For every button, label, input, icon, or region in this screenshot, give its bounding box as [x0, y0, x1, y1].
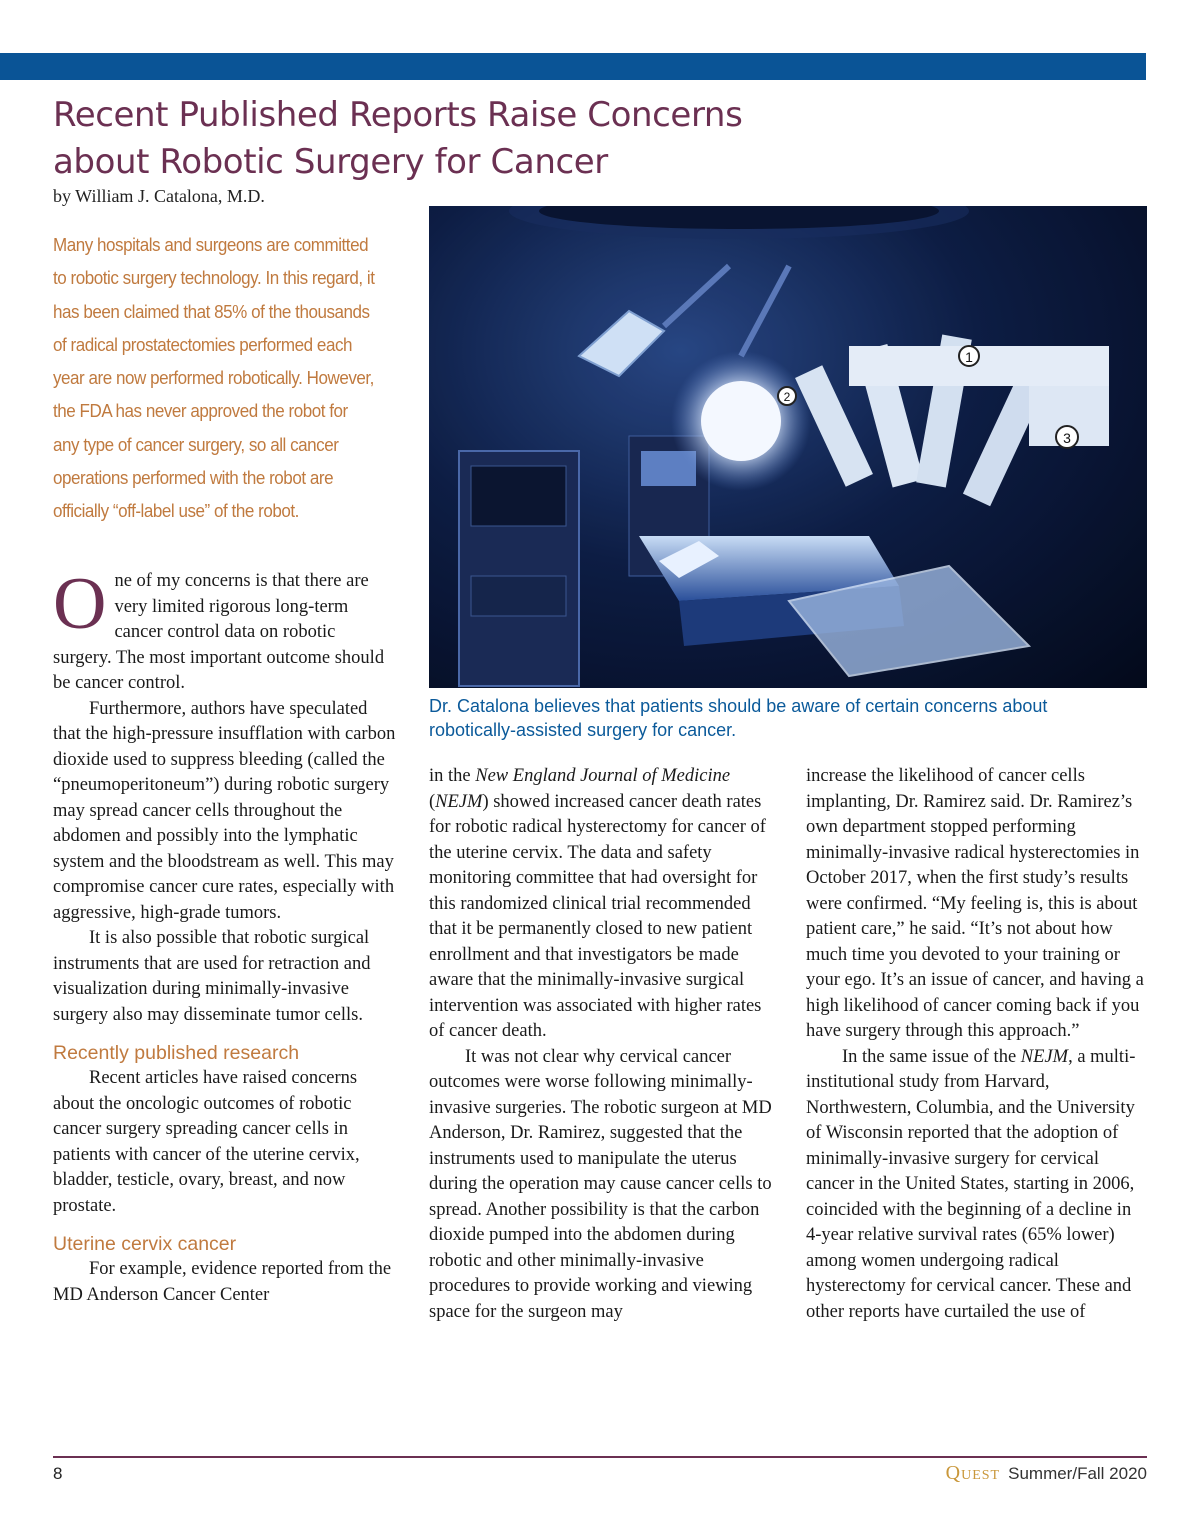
header-color-bar: [0, 53, 1146, 80]
paragraph: For example, evidence reported from the MD Anderson Cancer Center: [53, 1259, 392, 1305]
byline: by William J. Catalona, M.D.: [53, 186, 265, 206]
paragraph: [806, 1045, 1151, 1326]
journal-abbreviation: NEJM: [435, 791, 483, 812]
robot-arm-label-2: 2: [783, 390, 791, 404]
title-line-2: about Robotic Surgery for Cancer: [53, 142, 608, 182]
paragraph: [429, 764, 774, 1045]
column-3: [806, 764, 1151, 1325]
drop-cap: O: [53, 563, 107, 645]
column-2: [429, 764, 774, 1325]
intro-pullquote: Many hospitals and surgeons are committed to robotic surgery technology. In this regard, it has been claimed that 85% of the thousands of radical prostatectomies performed each year are now performed robotically. However, the FDA has never approved the robot for any type of cancer surgery, so all cancer operations performed with the robot are officially “off-label use” of the robot.: [53, 234, 375, 522]
text-run: , a multi-institutional study from Harvard, Northwestern, Columbia, and the University of Wisconsin reported that the adoption of minimally-invasive surgery for cervical cancer in the United States, starting in 2006, coincided with the beginning of a decline in 4-year relative survival rates (65% lower) among women undergoing radical hysterectomy for cervical cancer. These and other reports have curtailed the use of: [806, 1046, 1136, 1322]
journal-title: New England Journal of Medicine: [475, 766, 731, 786]
paragraph: Furthermore, authors have speculated that the high-pressure insufflation with carbon dioxide used to suppress bleeding (called the “pneumoperitoneum”) during robotic surgery may spread cancer cells throughout the abdomen and possibly into the lymphatic system and the bloodstream as well. This may compromise cancer cure rates, especially with aggressive, high-grade tumors.: [53, 698, 396, 923]
magazine-name: Quest: [945, 1462, 1001, 1484]
photo-caption: Dr. Catalona believes that patients should be aware of certain concerns about robotically-assisted surgery for cancer.: [429, 696, 1048, 740]
paragraph: increase the likelihood of cancer cells implanting, Dr. Ramirez said. Dr. Ramirez’s own department stopped performing minimally-invasive radical hysterectomies in October 2017, when the first study’s results were confirmed. “My feeling is, this is about patient care,” he said. “It’s not about how much time you devoted to your training or your ego. It’s an issue of cancer, and having a high likelihood of cancer coming back if you have surgery through this approach.”: [806, 766, 1144, 1041]
text-run: ) showed increased cancer death rates for robotic radical hysterectomy for cancer of the uterine cervix. The data and safety monitoring committee that had oversight for this randomized clinical trial recommended that it be permanently closed to new patient enrollment and that investigators be made aware that the minimally-invasive surgical intervention was associated with higher rates of cancer death.: [429, 791, 766, 1041]
paragraph: Recent articles have raised concerns about the oncologic outcomes of robotic cancer surgery spreading cancer cells in patients with cancer of the uterine cervix, bladder, testicle, ovary, breast, and now prostate.: [53, 1068, 360, 1216]
subhead-research: Recently published research: [53, 1042, 300, 1064]
opening-paragraph: [53, 563, 398, 697]
footer-publication: [946, 1462, 1147, 1485]
page-number: 8: [53, 1464, 63, 1483]
text-run: In the same issue of the: [842, 1046, 1021, 1067]
operating-room-photo: [429, 206, 1147, 688]
journal-abbreviation: NEJM: [1020, 1046, 1069, 1067]
title-line-1: Recent Published Reports Raise Concerns: [53, 95, 743, 135]
robot-arm-label-1: 1: [965, 349, 973, 365]
footer-rule: [53, 1456, 1147, 1458]
subhead-cervix-cancer: Uterine cervix cancer: [53, 1233, 237, 1255]
text-run: (: [429, 791, 436, 812]
text-run: in the: [429, 766, 476, 786]
issue-date: Summer/Fall 2020: [1008, 1464, 1147, 1483]
robot-arm-label-3: 3: [1063, 430, 1071, 446]
article-title: [53, 92, 773, 186]
paragraph: It is also possible that robotic surgical instruments that are used for retraction and visualization during minimally-invasive surgery also may disseminate tumor cells.: [53, 928, 371, 1025]
robotic-surgery-illustration: [429, 206, 1147, 688]
column-1: [53, 563, 398, 1308]
opening-text: ne of my concerns is that there are very limited rigorous long-term cancer control data on robotic surgery. The most important outcome should be cancer control.: [53, 571, 385, 693]
paragraph: It was not clear why cervical cancer outcomes were worse following minimally-invasive surgeries. The robotic surgeon at MD Anderson, Dr. Ramirez, suggested that the instruments used to manipulate the uterus during the operation may cause cancer cells to spread. Another possibility is that the carbon dioxide pumped into the abdomen during robotic and other minimally-invasive procedures to provide working and viewing space for the surgeon may: [429, 1046, 772, 1322]
